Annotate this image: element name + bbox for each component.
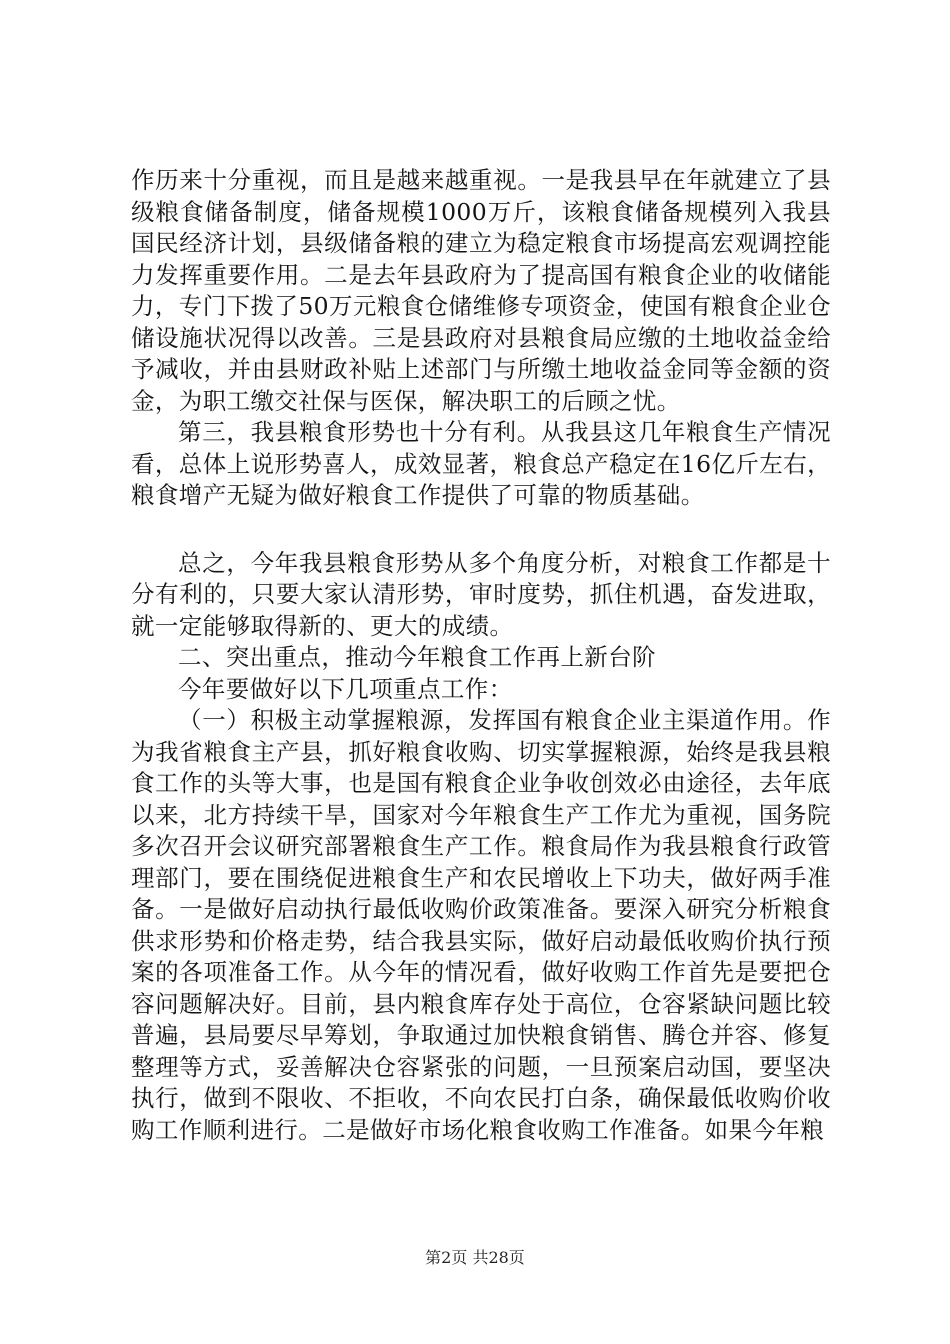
- page-number-footer: 第2页 共28页: [425, 1248, 525, 1267]
- paragraph-intro: 今年要做好以下几项重点工作：: [178, 674, 513, 703]
- paragraph-item-one: （一）积极主动掌握粮源，发挥国有粮食企业主渠道作用。作为我省粮食主产县，抓好粮食收购、切实掌握粮源，始终是我县粮食工作的头等大事，也是国有粮食企业争收创效必由途径，去年底以来，北方持续干旱，国家对今年粮食生产工作尤为重视，国务院多次召开会议研究部署粮食生产工作。粮食局作为我县粮食行政管理部门，要在围绕促进粮食生产和农民增收上下功夫，做好两手准备。一是做好启动执行最低收购价政策准备。要深入研究分析粮食供求形势和价格走势，结合我县实际，做好启动最低收购价执行预案的各项准备工作。从今年的情况看，做好收购工作首先是要把仓容问题解决好。目前，县内粮食库存处于高位，仓容紧缺问题比较普遍，县局要尽早筹划，争取通过加快粮食销售、腾仓并容、修复整理等方式，妥善解决仓容紧张的问题，一旦预案启动国，要坚决执行，做到不限收、不拒收，不向农民打白条，确保最低收购价收购工作顺利进行。二是做好市场化粮食收购工作准备。如果今年粮: [131, 706, 831, 1144]
- paragraph-continuation: 作历来十分重视，而且是越来越重视。一是我县早在年就建立了县级粮食储备制度，储备规模1000万斤，该粮食储备规模列入我县国民经济计划，县级储备粮的建立为稳定粮食市场提高宏观调控能力发挥重要作用。二是去年县政府为了提高国有粮食企业的收储能力，专门下拨了50万元粮食仓储维修专项资金，使国有粮食企业仓储设施状况得以改善。三是县政府对县粮食局应缴的土地收益金给予减收，并由县财政补贴上述部门与所缴土地收益金同等金额的资金，为职工缴交社保与医保，解决职工的后顾之忧。: [131, 166, 831, 415]
- paragraph-summary: 总之，今年我县粮食形势从多个角度分析，对粮食工作都是十分有利的，只要大家认清形势，审时度势，抓住机遇，奋发进取，就一定能够取得新的、更大的成绩。: [131, 548, 831, 640]
- document-body: [131, 165, 831, 1146]
- paragraph-third-point: 第三，我县粮食形势也十分有利。从我县这几年粮食生产情况看，总体上说形势喜人，成效显著，粮食总产稳定在16亿斤左右，粮食增产无疑为做好粮食工作提供了可靠的物质基础。: [131, 418, 831, 509]
- section-heading: 二、突出重点，推动今年粮食工作再上新台阶: [178, 643, 656, 671]
